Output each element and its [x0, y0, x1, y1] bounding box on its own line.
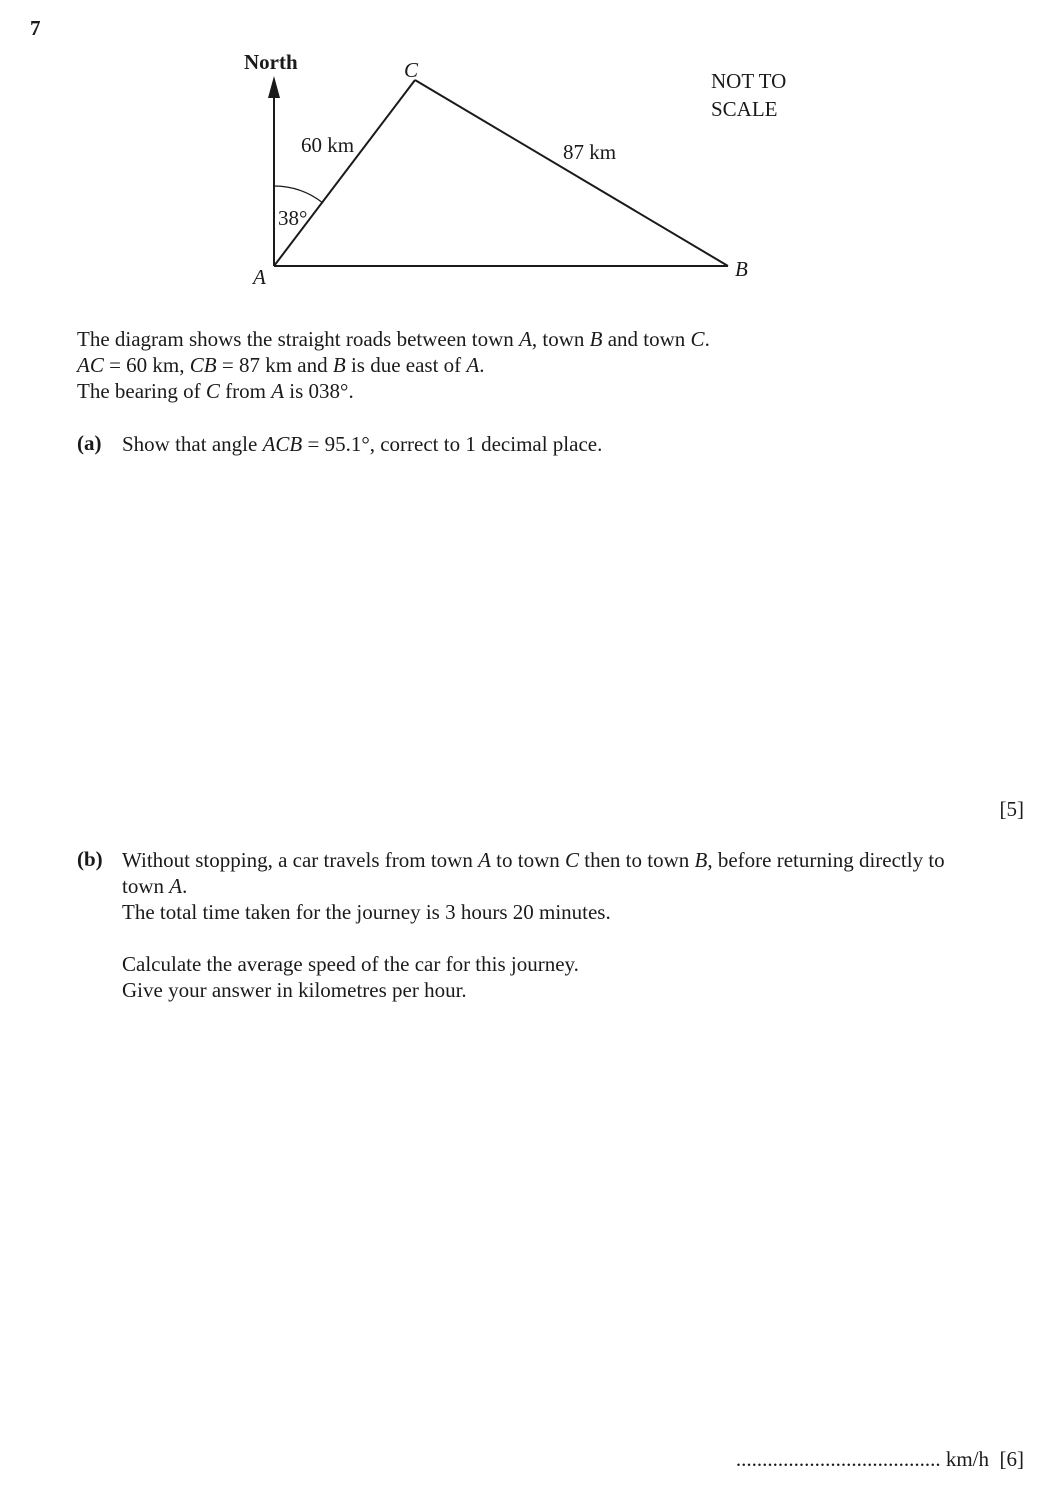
- part-b-line-5: Give your answer in kilometres per hour.: [122, 978, 467, 1002]
- cb-length-label: 87 km: [563, 140, 617, 164]
- answer-unit: km/h: [945, 1447, 989, 1471]
- part-b-line-2: town A.: [122, 874, 188, 898]
- part-b-label: (b): [77, 847, 103, 871]
- part-a-marks: [5]: [999, 797, 1024, 821]
- stem-line-1: The diagram shows the straight roads between town A, town B and town C.: [77, 327, 710, 351]
- part-b-marks: [6]: [999, 1447, 1024, 1471]
- answer-line: [736, 1446, 1024, 1472]
- point-c-label: C: [404, 58, 419, 82]
- part-a-text: Show that angle ACB = 95.1°, correct to 1 decimal place.: [122, 432, 603, 456]
- angle-arc: [274, 186, 323, 203]
- triangle-diagram: [0, 0, 1056, 300]
- part-a-label: (a): [77, 431, 102, 455]
- point-a-label: A: [253, 265, 266, 289]
- ac-length-label: 60 km: [301, 133, 355, 157]
- part-b-line-3: The total time taken for the journey is 3 hours 20 minutes.: [122, 900, 611, 924]
- stem-line-2: AC = 60 km, CB = 87 km and B is due east of A.: [77, 353, 485, 377]
- answer-dots[interactable]: .......................................: [735, 1447, 941, 1471]
- point-b-label: B: [735, 257, 748, 281]
- scale-note-line2: SCALE: [711, 97, 778, 121]
- side-ac: [274, 80, 415, 266]
- north-label: North: [244, 50, 298, 74]
- north-arrowhead: [268, 76, 280, 98]
- stem-line-3: The bearing of C from A is 038°.: [77, 379, 354, 403]
- scale-note-line1: NOT TO: [711, 69, 787, 93]
- part-b-line-1: Without stopping, a car travels from town A to town C then to town B, before returning directly to: [122, 848, 945, 872]
- question-number: 7: [30, 16, 41, 40]
- part-b-line-4: Calculate the average speed of the car for this journey.: [122, 952, 579, 976]
- angle-label: 38°: [278, 206, 308, 230]
- side-cb: [415, 80, 728, 266]
